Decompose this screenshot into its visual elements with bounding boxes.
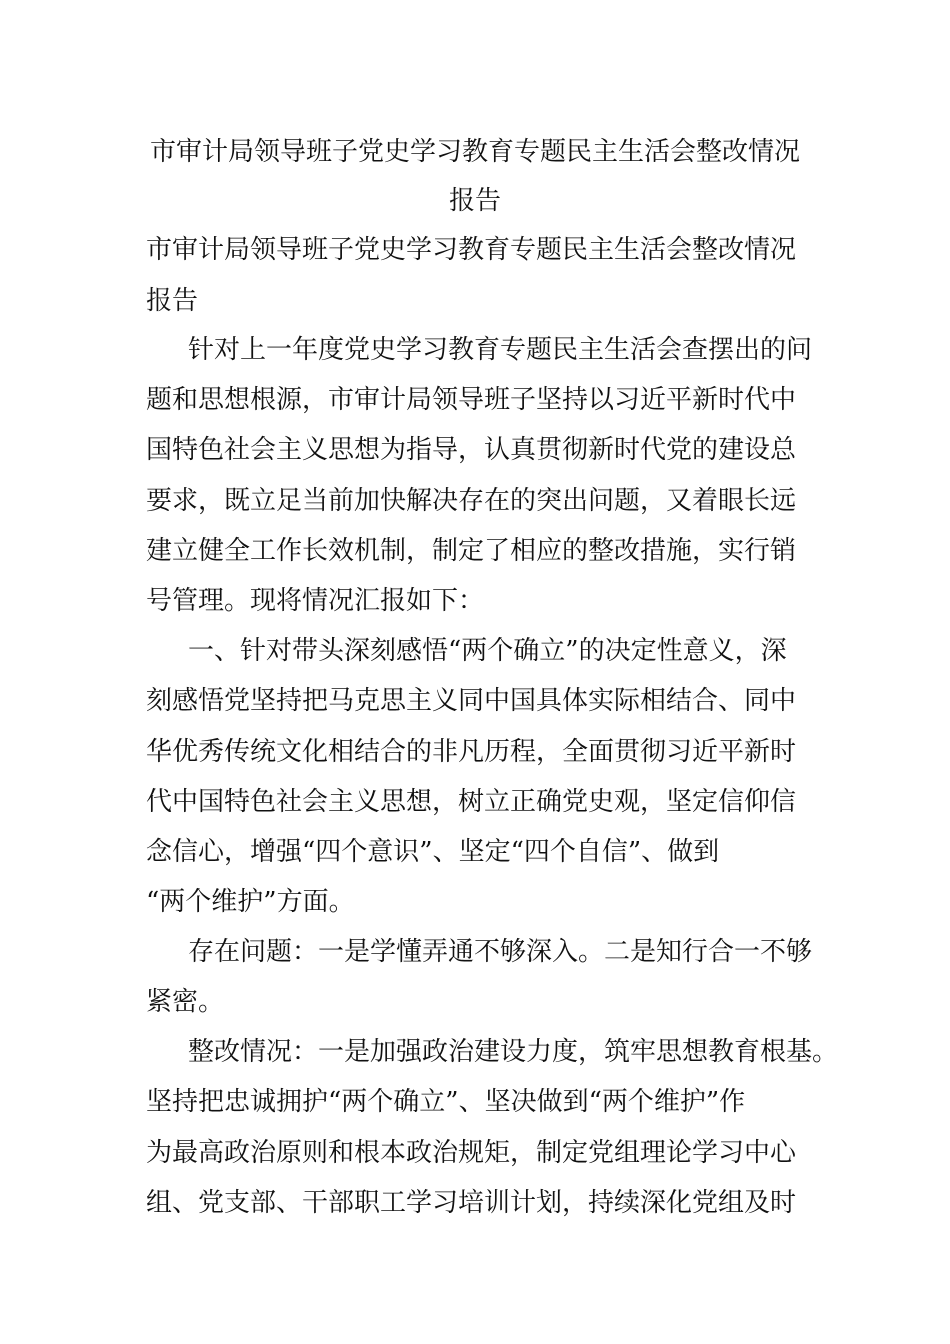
body-line: 华优秀传统文化相结合的非凡历程，全面贯彻习近平新时 bbox=[146, 737, 797, 767]
paragraph-intro-line: 针对上一年度党史学习教育专题民主生活会查摆出的问 bbox=[188, 335, 813, 365]
body-line: 报告 bbox=[146, 286, 199, 316]
rectification-line: 整改情况：一是加强政治建设力度，筑牢思想教育根基。 bbox=[188, 1037, 839, 1067]
body-line: 为最高政治原则和根本政治规矩，制定党组理论学习中心 bbox=[146, 1138, 797, 1168]
body-line: 建立健全工作长效机制，制定了相应的整改措施，实行销 bbox=[146, 536, 797, 566]
body-line: 坚持把忠诚拥护“两个确立”、坚决做到“两个维护”作 bbox=[146, 1087, 746, 1117]
body-line: 紧密。 bbox=[146, 987, 225, 1017]
body-line: 组、党支部、干部职工学习培训计划，持续深化党组及时 bbox=[146, 1188, 797, 1218]
body-line: 国特色社会主义思想为指导，认真贯彻新时代党的建设总 bbox=[146, 435, 797, 465]
body-line: 刻感悟党坚持把马克思主义同中国具体实际相结合、同中 bbox=[146, 686, 797, 716]
body-line: 代中国特色社会主义思想，树立正确党史观，坚定信仰信 bbox=[146, 787, 797, 817]
body-line: 要求，既立足当前加快解决存在的突出问题，又着眼长远 bbox=[146, 486, 797, 516]
body-line: 市审计局领导班子党史学习教育专题民主生活会整改情况 bbox=[146, 235, 797, 265]
section-heading-line: 一、针对带头深刻感悟“两个确立”的决定性意义，深 bbox=[188, 636, 787, 666]
document-title-line-1: 市审计局领导班子党史学习教育专题民主生活会整改情况 bbox=[149, 137, 800, 167]
problems-line: 存在问题：一是学懂弄通不够深入。二是知行合一不够 bbox=[188, 937, 813, 967]
body-line: 念信心，增强“四个意识”、坚定“四个自信”、做到 bbox=[146, 837, 720, 867]
document-title-line-2: 报告 bbox=[448, 186, 501, 216]
body-line: 号管理。现将情况汇报如下： bbox=[146, 586, 485, 616]
body-line: 题和思想根源，市审计局领导班子坚持以习近平新时代中 bbox=[146, 385, 797, 415]
body-line: “两个维护”方面。 bbox=[146, 887, 355, 917]
